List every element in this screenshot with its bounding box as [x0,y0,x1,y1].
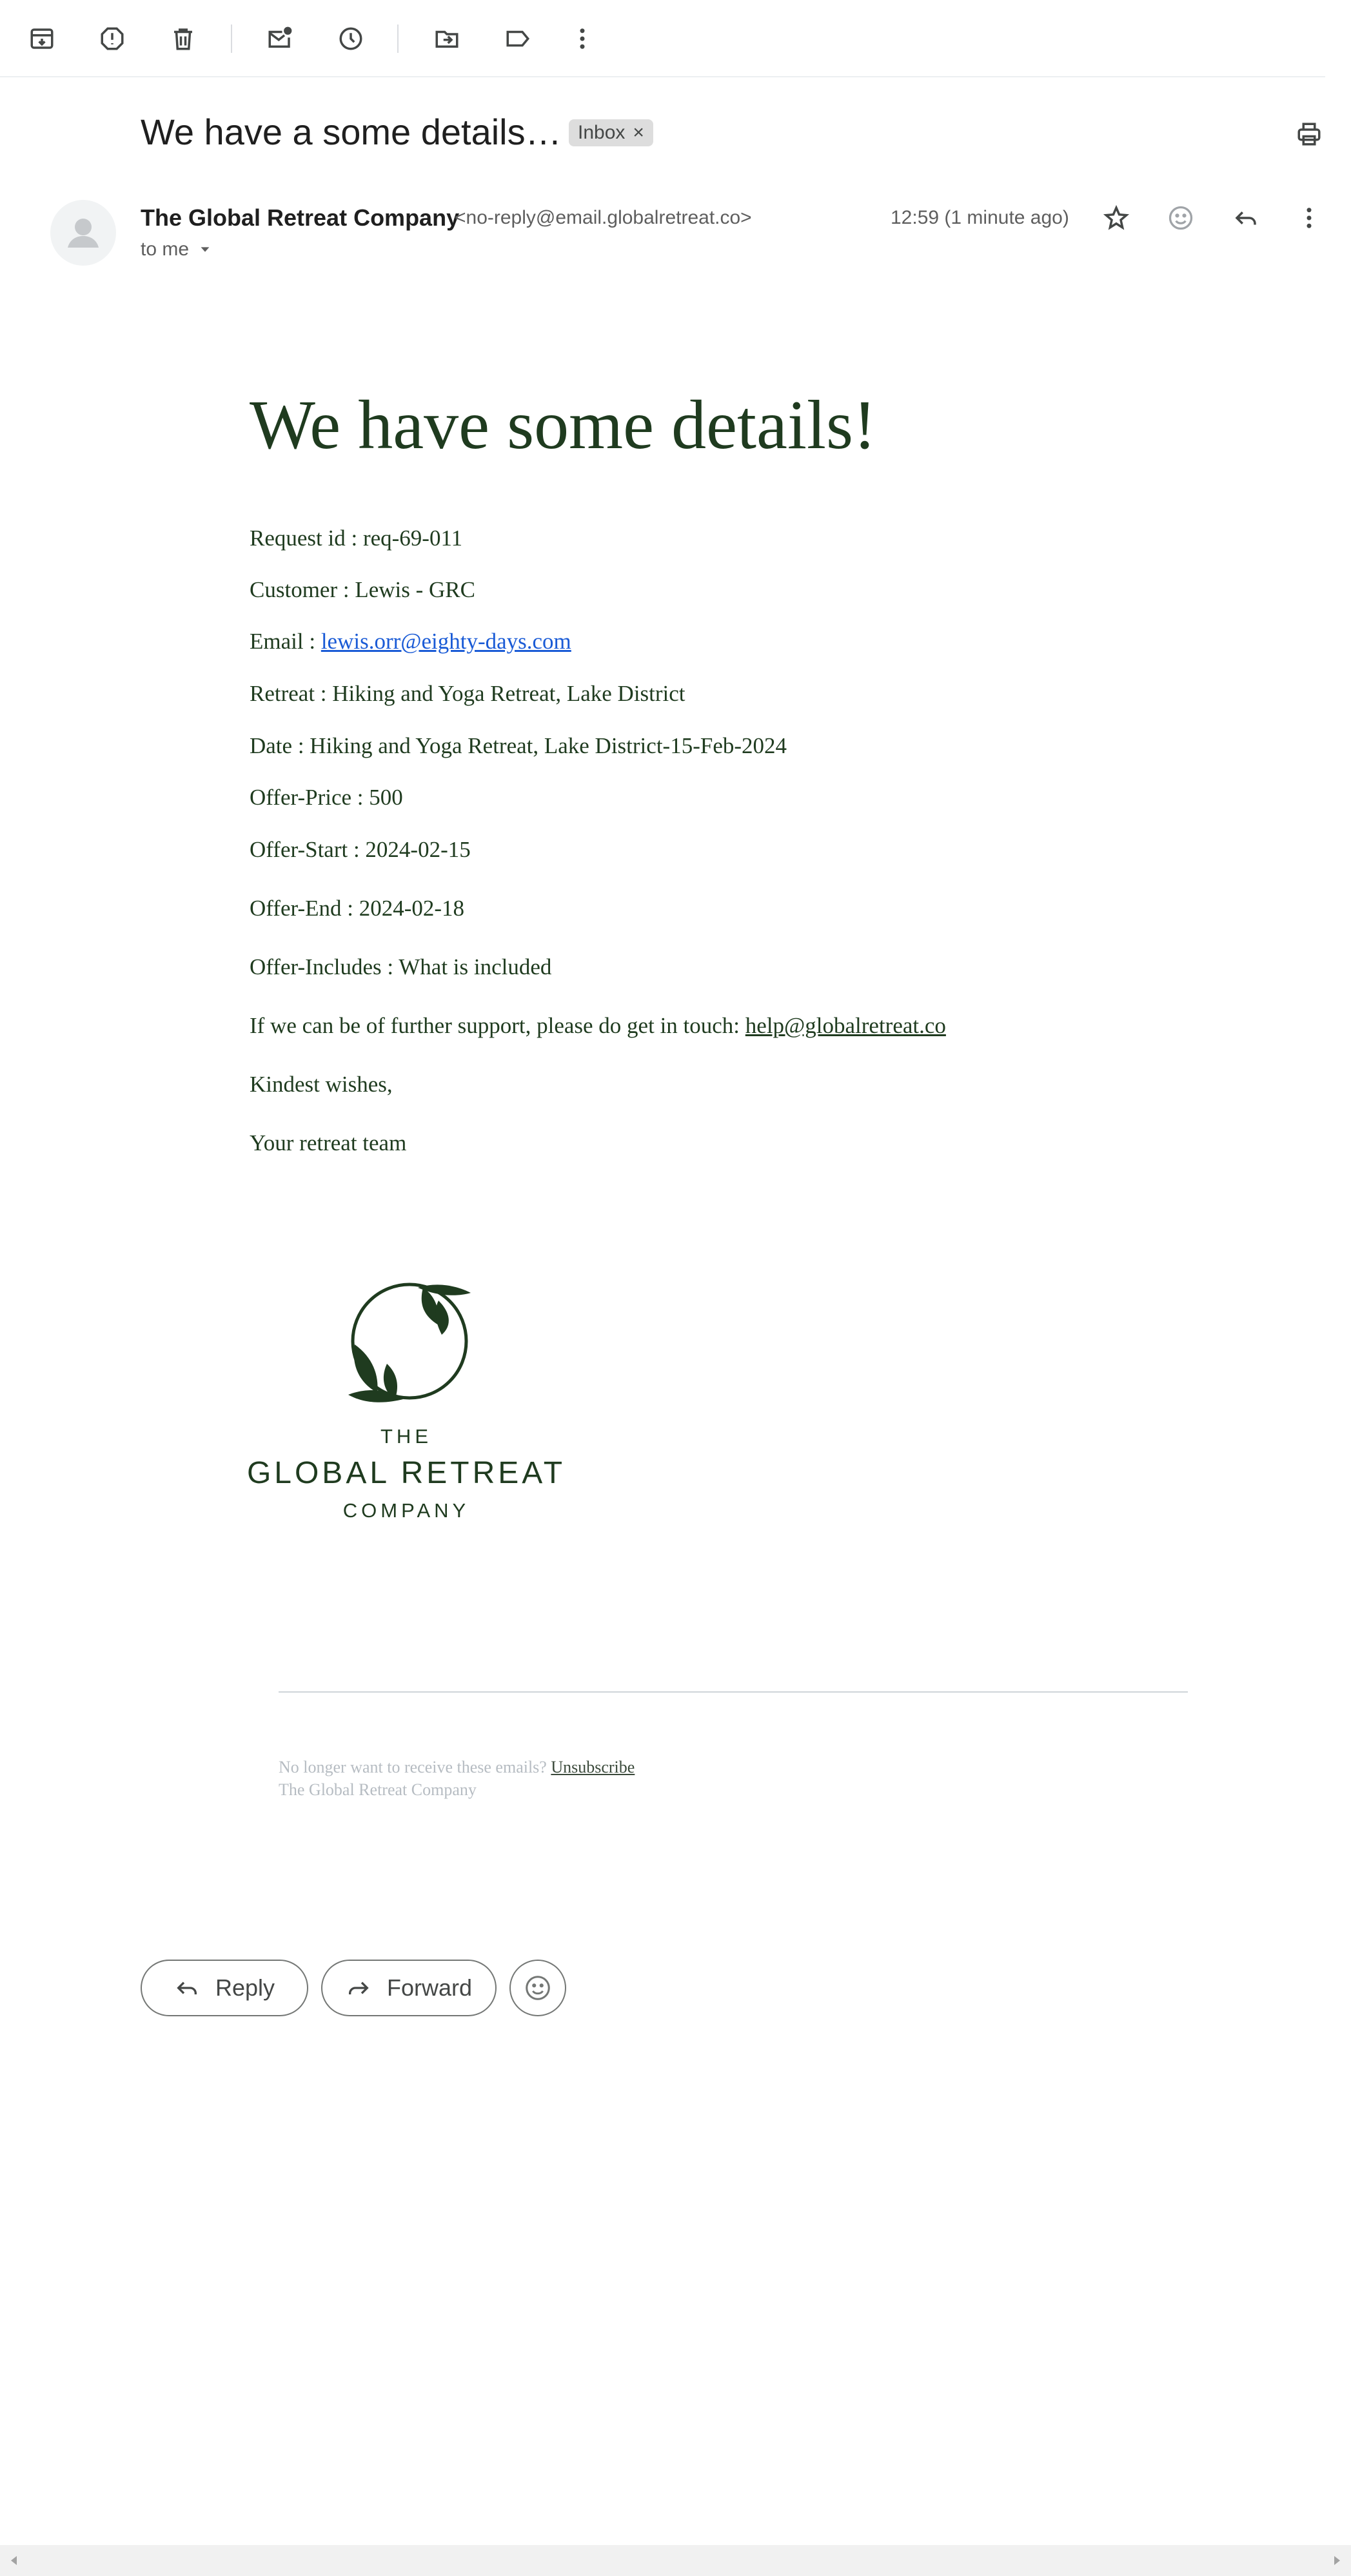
scroll-left-icon[interactable] [6,2553,22,2568]
label-button[interactable] [497,18,538,59]
message-more-button[interactable] [1288,197,1330,239]
request-id-line: Request id : req-69-011 [250,526,463,551]
move-to-icon [433,25,460,52]
emoji-reaction-button[interactable] [509,1960,566,2016]
logo-text-the: THE [380,1425,432,1448]
delete-icon [170,25,197,52]
archive-button[interactable] [21,18,63,59]
archive-icon [28,25,55,52]
mark-unread-icon [266,25,293,52]
reply-label: Reply [215,1974,275,2001]
support-line [250,1013,946,1039]
email-timestamp: 12:59 (1 minute ago) [891,207,1069,228]
company-logo [245,1273,580,1531]
snooze-button[interactable] [330,18,371,59]
email-subject: We have a some details… [141,112,562,152]
recipient-details-toggle[interactable] [141,239,212,261]
star-button[interactable] [1096,197,1137,239]
recipient-text: to me [141,239,190,260]
snooze-icon [337,25,364,52]
report-spam-button[interactable] [92,18,133,59]
offer-price-line: Offer-Price : 500 [250,785,403,810]
add-reaction-button[interactable] [1160,197,1201,239]
unsubscribe-prompt: No longer want to receive these emails? [279,1758,551,1776]
emoji-icon [523,1973,553,2003]
leaf-circle-emblem [245,1273,567,1409]
forward-label: Forward [386,1974,473,2001]
customer-email-link[interactable]: lewis.orr@eighty-days.com [320,629,571,654]
scroll-right-icon[interactable] [1329,2553,1345,2568]
inbox-label-chip[interactable] [569,119,653,146]
support-text: If we can be of further support, please do get in touch: [250,1013,745,1038]
footer-company: The Global Retreat Company [279,1780,477,1799]
customer-line: Customer : Lewis - GRC [250,577,475,602]
unsubscribe-line [279,1758,635,1777]
message-headline: We have some details! [250,387,876,464]
reply-action-button[interactable] [141,1960,308,2016]
print-icon [1296,121,1323,148]
footer-divider [279,1691,1188,1693]
retreat-line: Retreat : Hiking and Yoga Retreat, Lake District [250,681,685,706]
more-icon [569,25,596,52]
more-options-button[interactable] [562,18,603,59]
report-spam-icon [99,25,126,52]
offer-start-line: Offer-Start : 2024-02-15 [250,837,471,862]
logo-text-company: COMPANY [342,1499,470,1522]
reply-button[interactable] [1225,197,1267,239]
sender-avatar[interactable] [50,200,116,266]
date-line: Date : Hiking and Yoga Retreat, Lake District-15-Feb-2024 [250,733,787,758]
logo-text-main: GLOBAL RETREAT [246,1456,566,1490]
email-label: Email : [250,629,321,654]
offer-includes-line: Offer-Includes : What is included [250,954,552,979]
forward-action-button[interactable] [321,1960,497,2016]
sender-name[interactable]: The Global Retreat Company [141,204,460,231]
person-icon [50,200,116,266]
reply-icon [174,1975,200,2001]
toolbar [0,0,1325,77]
toolbar-divider [397,25,399,53]
toolbar-divider [231,25,232,53]
print-button[interactable] [1288,113,1330,155]
more-icon [1296,204,1323,231]
signoff-line: Kindest wishes, [250,1072,393,1097]
chevron-down-icon [198,242,212,257]
forward-icon [346,1975,371,2001]
emoji-icon [1167,204,1195,232]
inbox-label-text: Inbox [578,122,626,143]
sender-email: <no-reply@email.globalretreat.co> [455,207,752,228]
horizontal-scrollbar[interactable] [0,2545,1351,2576]
email-line [250,629,571,654]
delete-button[interactable] [163,18,204,59]
mark-unread-button[interactable] [259,18,301,59]
offer-end-line: Offer-End : 2024-02-18 [250,896,465,921]
move-to-button[interactable] [426,18,468,59]
reply-icon [1232,204,1259,231]
remove-label-icon[interactable]: × [633,122,644,143]
label-icon [504,25,531,52]
support-email-link[interactable]: help@globalretreat.co [745,1013,946,1038]
unsubscribe-link[interactable]: Unsubscribe [551,1758,635,1776]
star-icon [1103,204,1130,231]
team-line: Your retreat team [250,1130,407,1155]
